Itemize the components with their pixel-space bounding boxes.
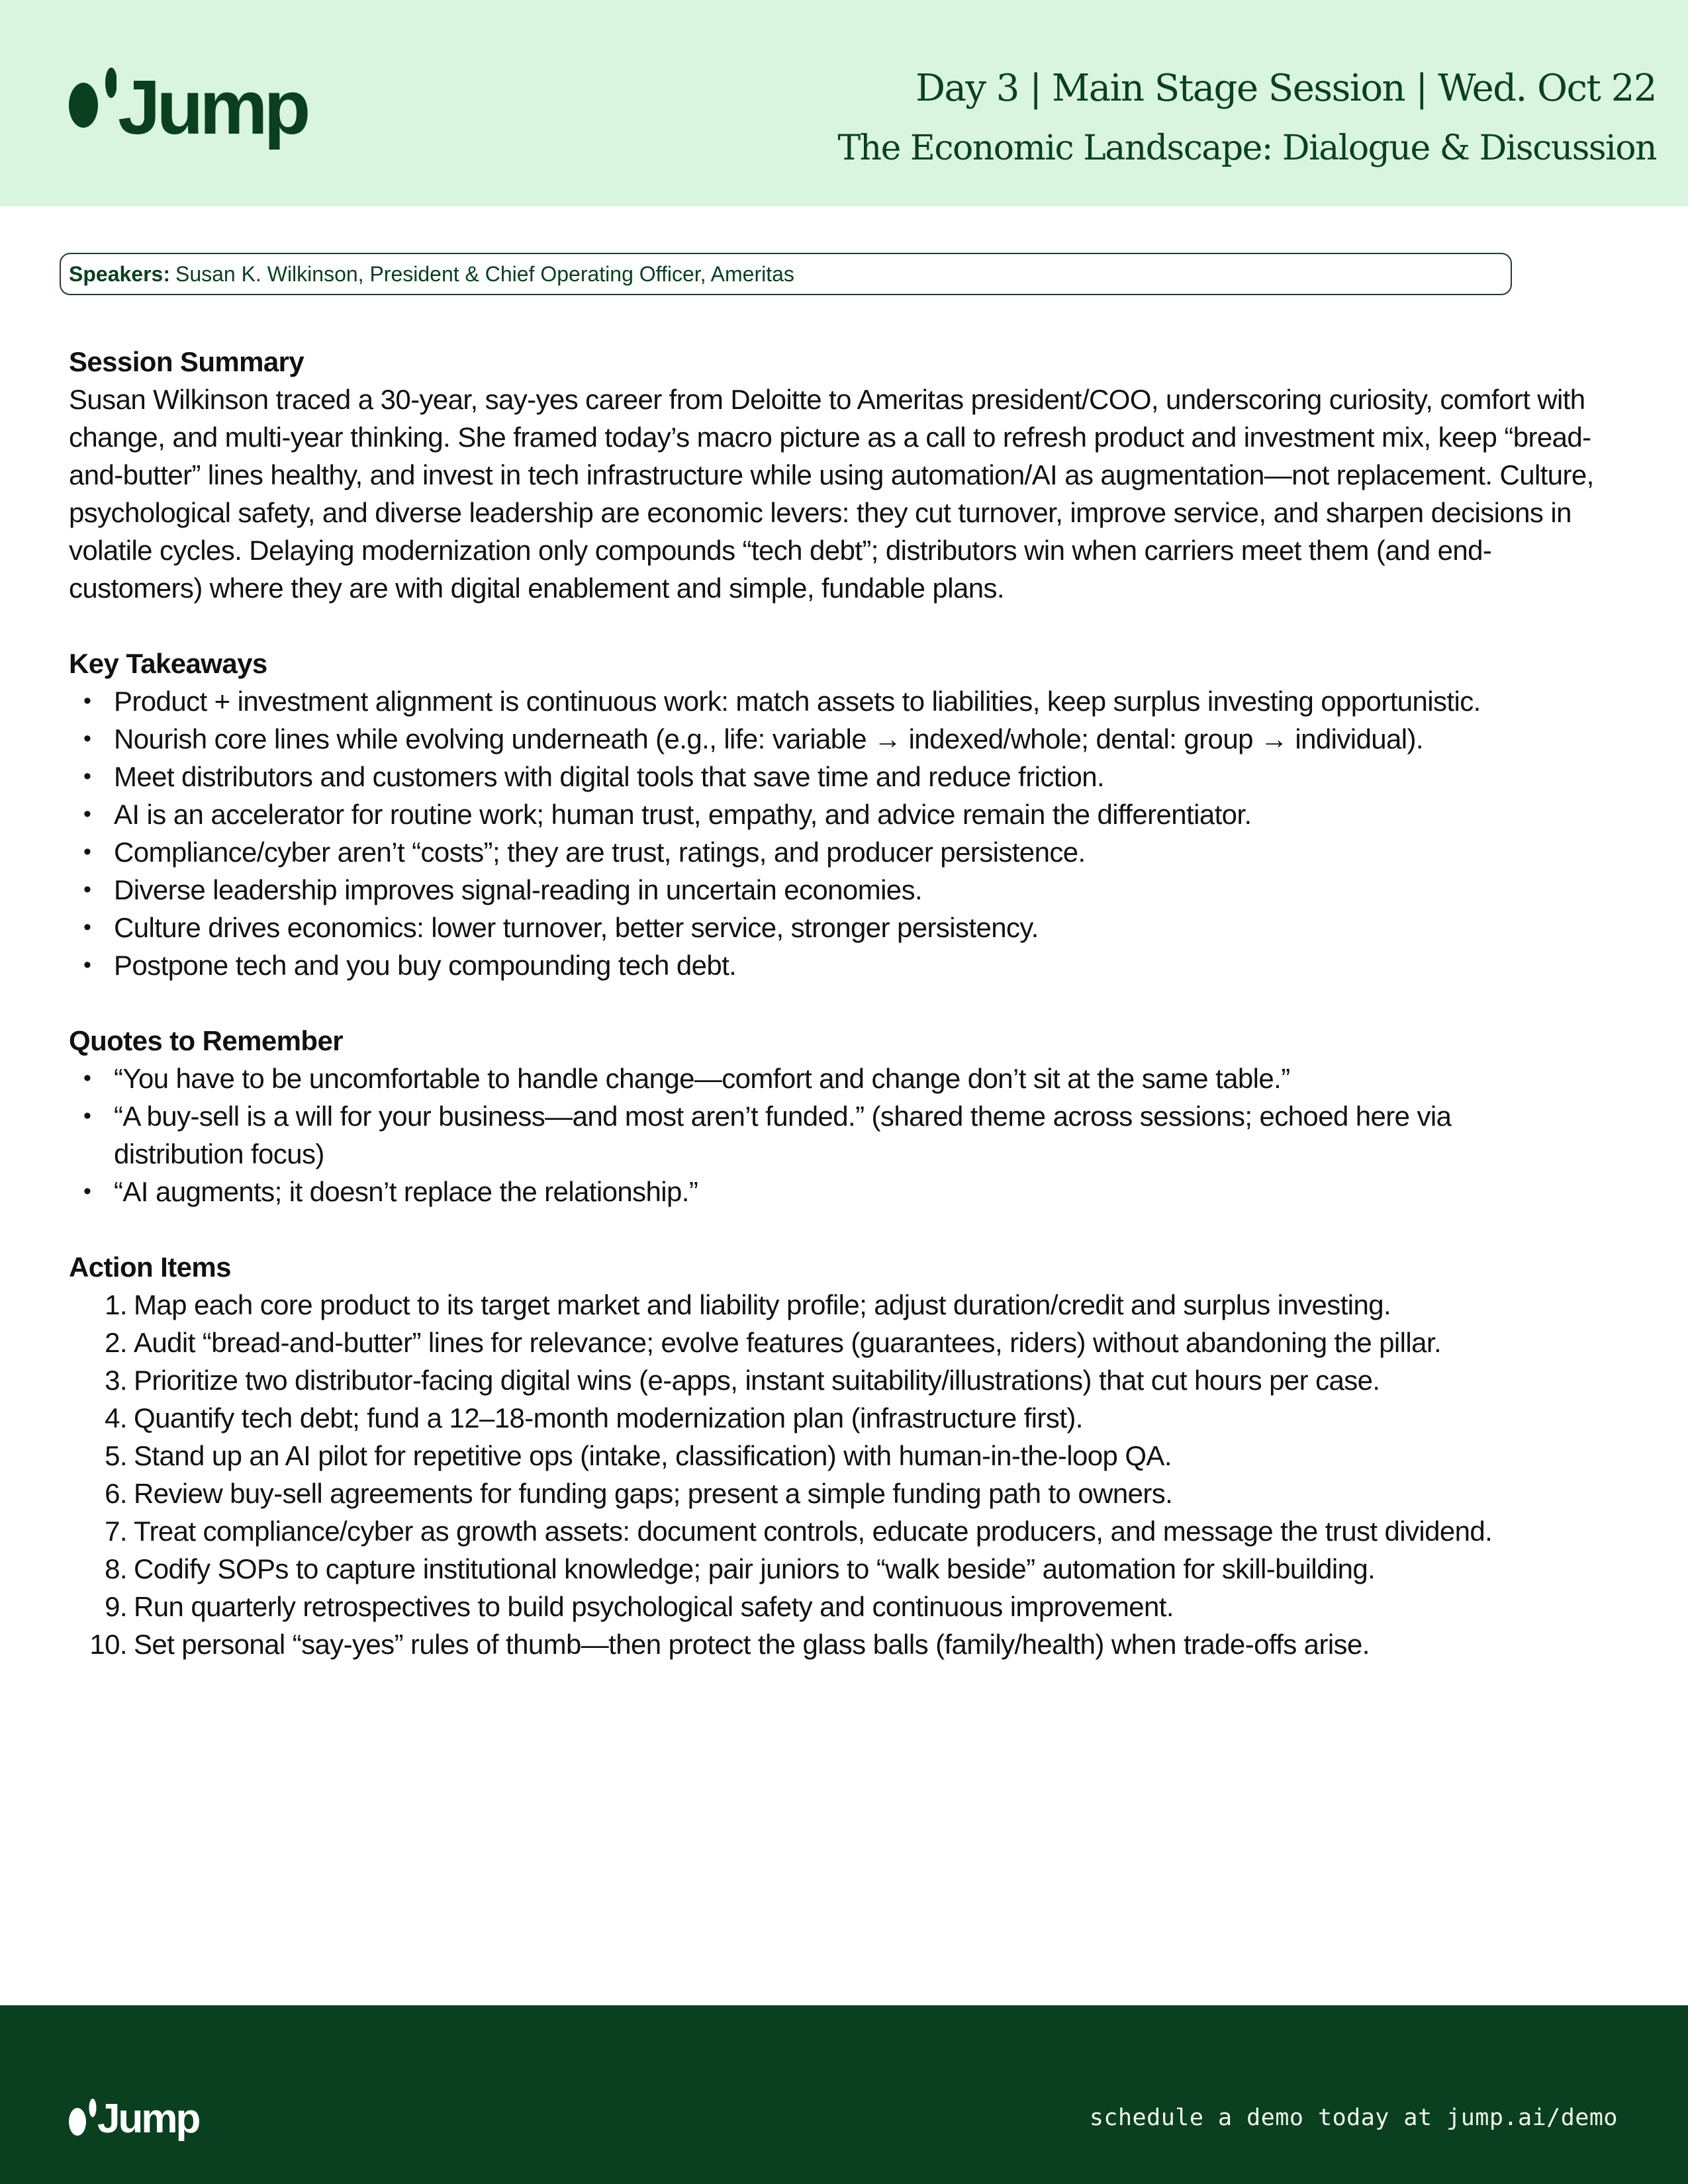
quote-item: • “You have to be uncomfortable to handle change—comfort and change don’t sit at the same table.”	[69, 1060, 1578, 1097]
action-item-text: Prioritize two distributor-facing digital wins (e-apps, instant suitability/illustrations) that cut hours per case.	[134, 1365, 1380, 1396]
action-item	[69, 1588, 1591, 1625]
session-summary-heading: Session Summary	[69, 346, 305, 377]
action-item-text: Map each core product to its target market and liability profile; adjust duration/credit and surplus investing.	[134, 1289, 1391, 1320]
action-item	[69, 1512, 1591, 1550]
action-item-text: Quantify tech debt; fund a 12–18-month modernization plan (infrastructure first).	[134, 1402, 1083, 1433]
action-item-text: Set personal “say-yes” rules of thumb—then protect the glass balls (family/health) when trade-offs arise.	[134, 1629, 1370, 1660]
action-items-list	[69, 1286, 1591, 1663]
action-items-heading: Action Items	[69, 1251, 231, 1283]
main-content	[69, 343, 1631, 1701]
action-item-text: Review buy-sell agreements for funding gaps; present a simple funding path to owners.	[134, 1478, 1173, 1509]
action-item-text: Audit “bread-and-butter” lines for relevance; evolve features (guarantees, riders) without abandoning the pillar.	[134, 1327, 1442, 1358]
jump-logo-mark-icon	[69, 2098, 97, 2140]
key-takeaways-heading: Key Takeaways	[69, 648, 267, 679]
action-item-text: Run quarterly retrospectives to build psychological safety and continuous improvement.	[134, 1591, 1174, 1622]
takeaway-item: • AI is an accelerator for routine work; human trust, empathy, and advice remain the differentiator.	[69, 796, 1631, 833]
key-takeaways-list	[69, 682, 1631, 984]
action-item	[69, 1286, 1591, 1324]
page-header	[0, 0, 1688, 206]
takeaway-item: • Postpone tech and you buy compounding tech debt.	[69, 946, 1631, 984]
action-item-number: 3.	[105, 1365, 127, 1396]
action-item-number: 6.	[105, 1478, 127, 1509]
action-item	[69, 1324, 1591, 1361]
action-item-number: 8.	[105, 1553, 127, 1584]
action-item	[69, 1437, 1591, 1475]
action-item-number: 10.	[89, 1629, 127, 1660]
action-items-section	[69, 1248, 1631, 1663]
action-item-number: 4.	[105, 1402, 127, 1433]
action-item-number: 7.	[105, 1516, 127, 1547]
session-summary-body: Susan Wilkinson traced a 30-year, say-yes career from Deloitte to Ameritas president/COO, underscoring curiosity, comfort with change, and multi-year thinking. She framed today’s macro picture as a call to refresh product and investment mix, keep “bread-and-butter” lines healthy, and invest in tech infrastructure while using automation/AI as augmentation—not replacement. Culture, psychological safety, and diverse leadership are economic levers: they cut turnover, improve service, and sharpen decisions in volatile cycles. Delaying modernization only compounds “tech debt”; distributors win when carriers meet them (and end-customers) where they are with digital enablement and simple, fundable plans.	[69, 384, 1594, 604]
takeaway-item: • Product + investment alignment is continuous work: match assets to liabilities, keep surplus investing opportunistic.	[69, 682, 1631, 720]
action-item-number: 9.	[105, 1591, 127, 1622]
jump-logo	[69, 64, 307, 150]
jump-logo-mark-icon	[69, 68, 117, 144]
action-item	[69, 1361, 1591, 1399]
demo-cta-text: schedule a demo today at jump.ai/demo	[1089, 2105, 1618, 2131]
takeaway-item: • Compliance/cyber aren’t “costs”; they are trust, ratings, and producer persistence.	[69, 833, 1631, 871]
page-footer	[0, 2005, 1688, 2184]
action-item-text: Stand up an AI pilot for repetitive ops (intake, classification) with human-in-the-loop QA.	[134, 1440, 1172, 1471]
speakers-value: Susan K. Wilkinson, President & Chief Operating Officer, Ameritas	[175, 261, 794, 286]
session-title: The Economic Landscape: Dialogue & Discussion	[837, 128, 1656, 168]
speakers-label: Speakers:	[69, 261, 170, 286]
session-header-info	[837, 61, 1656, 180]
footer-jump-logo	[69, 2098, 199, 2140]
action-item	[69, 1625, 1591, 1663]
action-item	[69, 1475, 1591, 1512]
quotes-list	[69, 1060, 1578, 1210]
takeaway-item: • Diverse leadership improves signal-reading in uncertain economies.	[69, 871, 1631, 909]
logo-wordmark: Jump	[118, 64, 307, 150]
session-summary-section	[69, 343, 1631, 607]
key-takeaways-section	[69, 645, 1631, 984]
takeaway-item: • Meet distributors and customers with digital tools that save time and reduce friction.	[69, 758, 1631, 796]
action-item	[69, 1399, 1591, 1437]
action-item-number: 5.	[105, 1440, 127, 1471]
session-date-line: Day 3 | Main Stage Session | Wed. Oct 22	[915, 67, 1656, 110]
quotes-heading: Quotes to Remember	[69, 1025, 343, 1056]
speakers-box	[60, 253, 1512, 295]
footer-logo-wordmark: Jump	[97, 2096, 199, 2142]
quote-item: • “AI augments; it doesn’t replace the relationship.”	[69, 1173, 1578, 1210]
action-item	[69, 1550, 1591, 1588]
action-item-text: Codify SOPs to capture institutional knowledge; pair juniors to “walk beside” automation for skill-building.	[134, 1553, 1376, 1584]
quote-item: • “A buy-sell is a will for your business—and most aren’t funded.” (shared theme across sessions; echoed here via distribution focus)	[69, 1097, 1578, 1173]
action-item-text: Treat compliance/cyber as growth assets: document controls, educate producers, and message the trust dividend.	[134, 1516, 1493, 1547]
takeaway-item: • Nourish core lines while evolving underneath (e.g., life: variable → indexed/whole; dental: group → individual).	[69, 720, 1631, 758]
quotes-section	[69, 1022, 1631, 1210]
action-item-number: 1.	[105, 1289, 127, 1320]
takeaway-item: • Culture drives economics: lower turnover, better service, stronger persistency.	[69, 909, 1631, 946]
action-item-number: 2.	[105, 1327, 127, 1358]
